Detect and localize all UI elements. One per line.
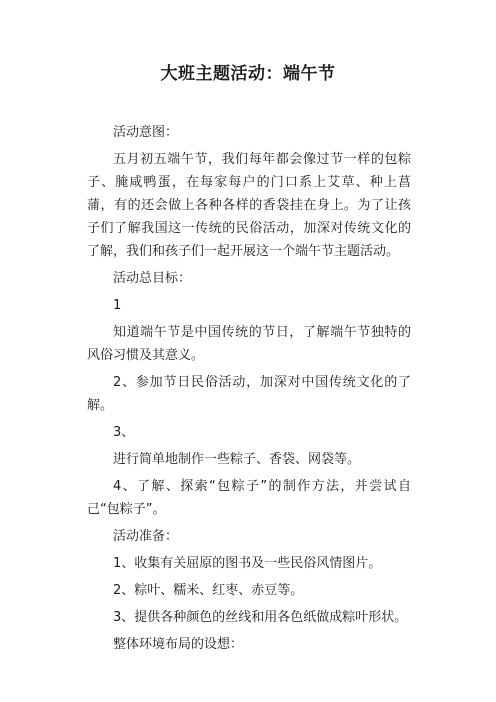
paragraph-intent: 五月初五端午节，我们每年都会像过节一样的包粽子、腌咸鸭蛋，在每家每户的门口系上艾草、种上菖蒲，有的还会做上各种各样的香袋挂在身上。为了让孩子们了解我国这一传统的民俗活动，加深对传统文化的了解，我们和孩子们一起开展这一个端午节主题活动。 (87, 152, 411, 259)
document-body (87, 121, 411, 660)
section-heading-goals: 活动总目标： (113, 271, 192, 286)
section-heading-layout: 整体环境布局的设想： (113, 637, 244, 652)
goal-item: 4、了解、探索“包粽子”的制作方法，并尝试自己“包粽子”。 (87, 479, 411, 517)
section-heading-preparation: 活动准备： (113, 529, 179, 544)
goal-item: 2、参加节日民俗活动，加深对中国传统文化的了解。 (87, 375, 411, 413)
goal-item: 进行简单地制作一些粽子、香袋、网袋等。 (113, 452, 361, 467)
goal-item: 知道端午节是中国传统的节日，了解端午节独特的风俗习惯及其意义。 (87, 325, 411, 363)
preparation-item: 3、提供各种颜色的丝线和用各色纸做成粽叶形状。 (113, 610, 408, 625)
preparation-item: 1、收集有关屈原的图书及一些民俗风情图片。 (113, 556, 382, 571)
list-number: 3、 (113, 425, 135, 440)
section-heading-intent: 活动意图： (113, 125, 179, 140)
preparation-item: 2、粽叶、糯米、红枣、赤豆等。 (113, 583, 304, 598)
list-number: 1 (113, 298, 122, 313)
document-title: 大班主题活动：端午节 (160, 64, 336, 84)
